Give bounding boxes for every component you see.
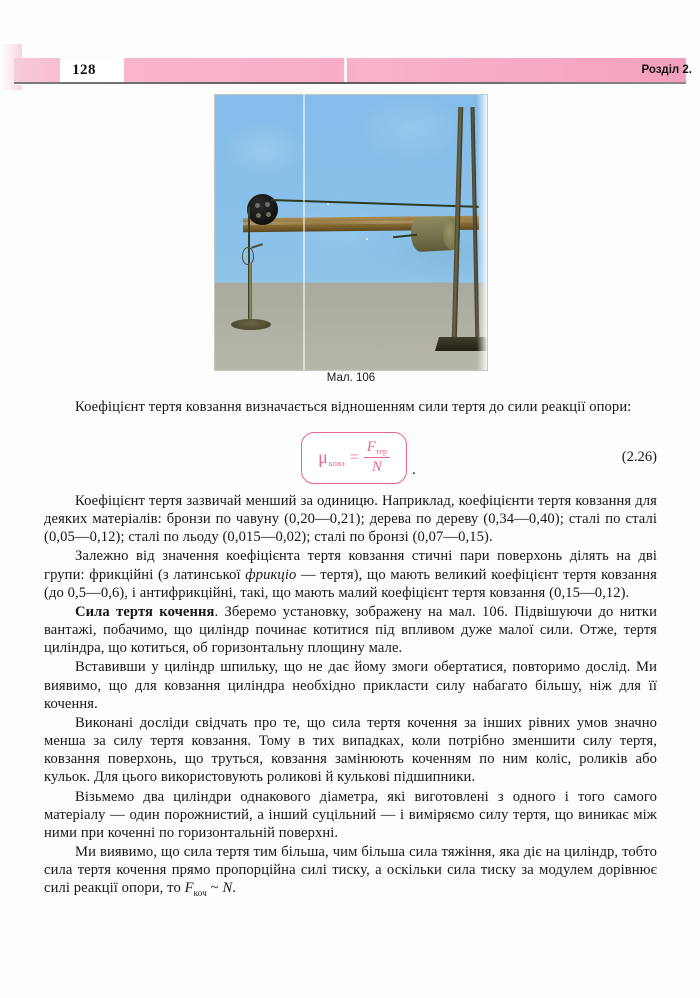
intro-block xyxy=(44,398,657,417)
force-symbol: F xyxy=(366,439,376,456)
photo-fold-seam xyxy=(303,95,305,370)
paragraph-bearings: Виконані досліди свідчать про те, що сила тертя кочення за інших рівних умов значно менша за силу тертя ковзання. Тому в тих випадках, коли потрібно зменшити силу тертя, ковзання поверхонь, що труться, ковзання замінюють коченням по ним коліс, роликів або кульок. Для цього використовують роликові й кулькові підшипники. xyxy=(44,714,657,786)
mu-symbol: μ xyxy=(318,447,328,468)
equals-sign: = xyxy=(349,448,359,466)
formula-period: . xyxy=(412,462,416,478)
equation-number: (2.26) xyxy=(621,449,657,465)
pulley-hole xyxy=(265,202,270,207)
section-label: Розділ 2. xyxy=(641,64,692,76)
fraction-denominator: N xyxy=(371,459,382,476)
header-rule xyxy=(14,82,686,84)
rolling-friction-text: . Зберемо установку, зображену на мал. 106. Підвішуючи до нитки вантажі, побачимо, що циліндр починає котитися під впливом дуже малої сили. Отже, тертя циліндра, що котиться, об горизонтальну площину мале. xyxy=(44,603,657,657)
pulley-hole xyxy=(255,203,260,208)
stand-rod xyxy=(249,263,252,327)
force-symbol-f-subscript: коч xyxy=(193,888,207,899)
run-in-heading: Сила тертя кочення xyxy=(75,603,215,620)
load-hook xyxy=(242,247,254,265)
force-subscript: тер xyxy=(375,447,388,457)
normal-force-symbol: N xyxy=(222,880,233,897)
friction-types-lead: Залежно від значення коефіцієнта тертя ковзання стичні пари поверхонь ділять на дві групи: фрикційні (з латинської xyxy=(44,548,657,583)
formula-box xyxy=(301,432,407,484)
photo-speck xyxy=(327,203,329,205)
photo-speck xyxy=(366,238,368,240)
fraction-numerator xyxy=(367,440,387,456)
latin-term: фрикціо xyxy=(245,566,297,583)
paragraph-coefficient-values: Коефіцієнт тертя зазвичай менший за одиницю. Наприклад, коефіцієнти тертя ковзання для деяких матеріалів: бронзи по чавуну (0,20—0,21); дерева по дереву (0,34—0,40); сталі по сталі (0,05—0,12); сталі по льоду (0,015—0,02); сталі по бронзі (0,07—0,15). xyxy=(44,493,657,546)
photo-right-edge-fade xyxy=(477,95,487,370)
body-text xyxy=(44,492,657,898)
formula-row xyxy=(44,432,657,486)
paragraph-conclusion xyxy=(44,843,657,897)
force-symbol-f: F xyxy=(184,880,194,897)
paragraph-rolling-friction xyxy=(44,603,657,657)
paragraph-pin-experiment: Вставивши у циліндр шпильку, що не дає йому змоги обертатися, повторимо дослід. Ми виявимо, що для ковзання циліндра необхідно прикласти силу набагато більшу, ніж для її кочення. xyxy=(44,659,657,712)
pulley-hole xyxy=(256,213,261,218)
conclusion-lead: Ми виявимо, що сила тертя тим більша, чим більша сила тяжіння, яка діє на циліндр, тобто сила тертя кочення прямо пропорційна силі тиску, а оскільки сила тиску за модулем дорівнює силі реакції опори, то xyxy=(44,843,657,897)
page-number: 128 xyxy=(60,58,108,82)
intro-paragraph: Коефіцієнт тертя ковзання визначається відношенням сили тертя до сили реакції опори: xyxy=(75,399,632,415)
paragraph-friction-types xyxy=(44,547,657,601)
formula-expression xyxy=(318,440,390,476)
pulley-hole xyxy=(266,212,271,217)
fraction xyxy=(364,440,390,476)
stand-base xyxy=(231,319,271,330)
mu-subscript: ковз xyxy=(328,457,345,468)
conclusion-end: . xyxy=(232,880,237,897)
figure-photo xyxy=(215,95,487,370)
proportional-relation: ~ xyxy=(206,880,223,897)
figure-caption: Мал. 106 xyxy=(326,372,376,384)
header-band xyxy=(14,58,686,82)
paragraph-two-cylinders: Візьмемо два циліндри однакового діаметра, які виготовлені з одного і того самого матеріалу — один порожнистий, а інший суцільний — і виміряємо силу тертя, що виникає між ними при коченні по горизонтальній поверхні. xyxy=(44,788,657,841)
friction-types-tail: — тертя), що мають великий коефіцієнт тертя ковзання (до 0,5—0,6), і антифрикційні, такі, що мають малий коефіцієнт тертя ковзання (0,15—0,12). xyxy=(44,566,657,601)
fraction-bar xyxy=(364,457,390,458)
